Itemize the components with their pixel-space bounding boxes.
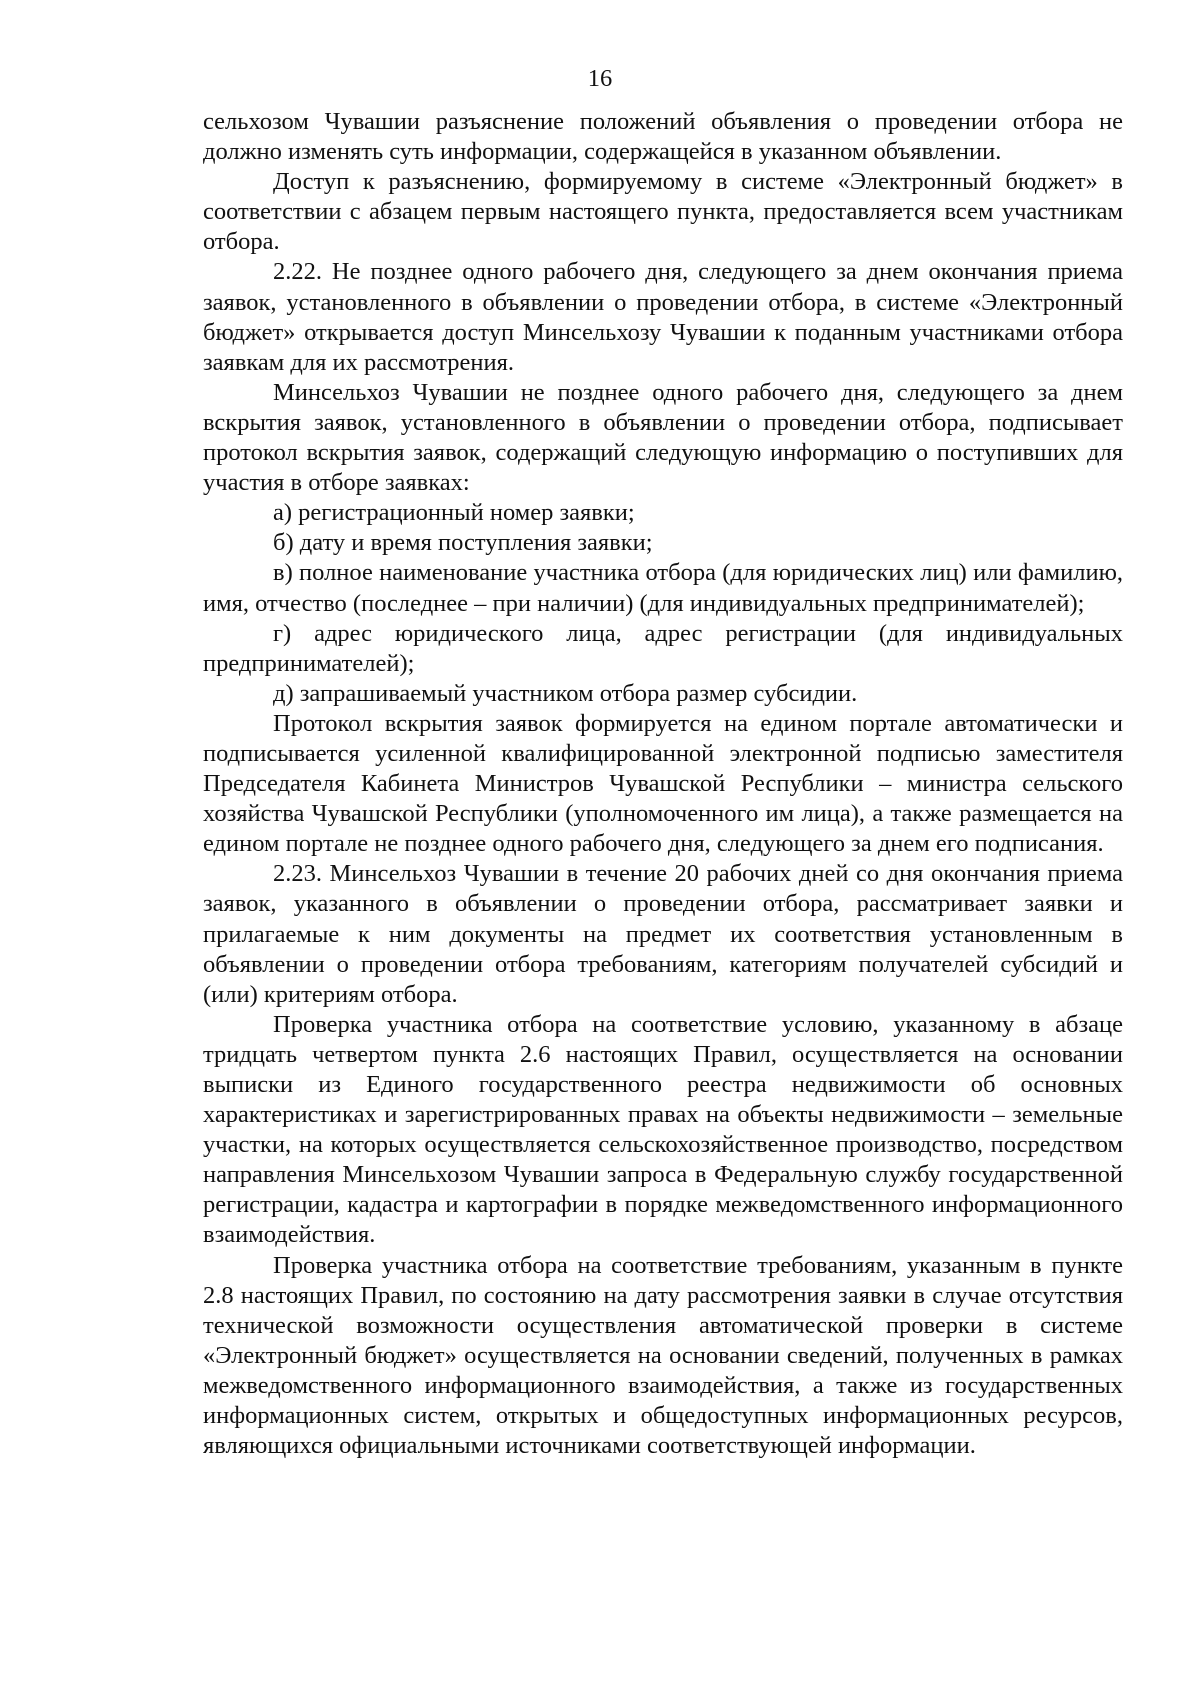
list-item-v: в) полное наименование участника отбора (для юридических лиц) или фамилию, имя, отчество (последнее – при наличии) (для индивидуальных предпринимателей); bbox=[203, 559, 1123, 617]
list-item-b: б) дату и время поступления заявки; bbox=[273, 529, 653, 557]
paragraph-access-clarification: Доступ к разъяснению, формируемому в системе «Электронный бюджет» в соответствии с абзацем первым настоящего пункта, предоставляется всем участникам отбора. bbox=[203, 168, 1123, 256]
list-item-a: а) регистрационный номер заявки; bbox=[273, 499, 635, 527]
paragraph-continuation: сельхозом Чувашии разъяснение положений объявления о проведении отбора не должно изменять суть информации, содержащейся в указанном объявлении. bbox=[203, 108, 1123, 166]
paragraph-clause-2-23: 2.23. Минсельхоз Чувашии в течение 20 рабочих дней со дня окончания приема заявок, указанного в объявлении о проведении отбора, рассматривает заявки и прилагаемые к ним документы на предмет их соответствия установленным в объявлении о проведении отбора требованиям, категориям получателей субсидий и (или) критериям отбора. bbox=[203, 860, 1123, 1008]
paragraph-requirements-check: Проверка участника отбора на соответствие требованиям, указанным в пункте 2.8 настоящих Правил, по состоянию на дату рассмотрения заявки в случае отсутствия технической возможности осуществления автоматической проверки в системе «Электронный бюджет» осуществляется на основании сведений, полученных в рамках межведомственного информационного взаимодействия, а также из государственных информационных систем, открытых и общедоступных информационных ресурсов, являющихся официальными источниками соответствующей информации. bbox=[203, 1251, 1123, 1460]
paragraph-protocol-signing: Протокол вскрытия заявок формируется на едином портале автоматически и подписывается усиленной квалифицированной электронной подписью заместителя Председателя Кабинета Министров Чувашской Республики – министра сельского хозяйства Чувашской Республики (уполномоченного им лица), а также размещается на едином портале не позднее одного рабочего дня, следующего за днем его подписания. bbox=[203, 709, 1123, 858]
list-item-d: д) запрашиваемый участником отбора размер субсидии. bbox=[273, 679, 858, 707]
document-body bbox=[203, 107, 1123, 1461]
paragraph-opening-protocol: Минсельхоз Чувашии не позднее одного рабочего дня, следующего за днем вскрытия заявок, установленного в объявлении о проведении отбора, подписывает протокол вскрытия заявок, содержащий следующую информацию о поступивших для участия в отборе заявках: bbox=[203, 378, 1123, 497]
list-item-g: г) адрес юридического лица, адрес регистрации (для индивидуальных предпринимателей); bbox=[203, 619, 1123, 677]
paragraph-clause-2-22: 2.22. Не позднее одного рабочего дня, следующего за днем окончания приема заявок, установленного в объявлении о проведении отбора, в системе «Электронный бюджет» открывается доступ Минсельхозу Чувашии к поданным участниками отбора заявкам для их рассмотрения. bbox=[203, 258, 1123, 376]
page-number: 16 bbox=[587, 65, 613, 92]
paragraph-land-check: Проверка участника отбора на соответствие условию, указанному в абзаце тридцать четвертом пункта 2.6 настоящих Правил, осуществляется на основании выписки из Единого государственного реестра недвижимости об основных характеристиках и зарегистрированных правах на объекты недвижимости – земельные участки, на которых осуществляется сельскохозяйственное производство, посредством направления Минсельхозом Чувашии запроса в Федеральную службу государственной регистрации, кадастра и картографии в порядке межведомственного информационного взаимодействия. bbox=[203, 1010, 1123, 1249]
